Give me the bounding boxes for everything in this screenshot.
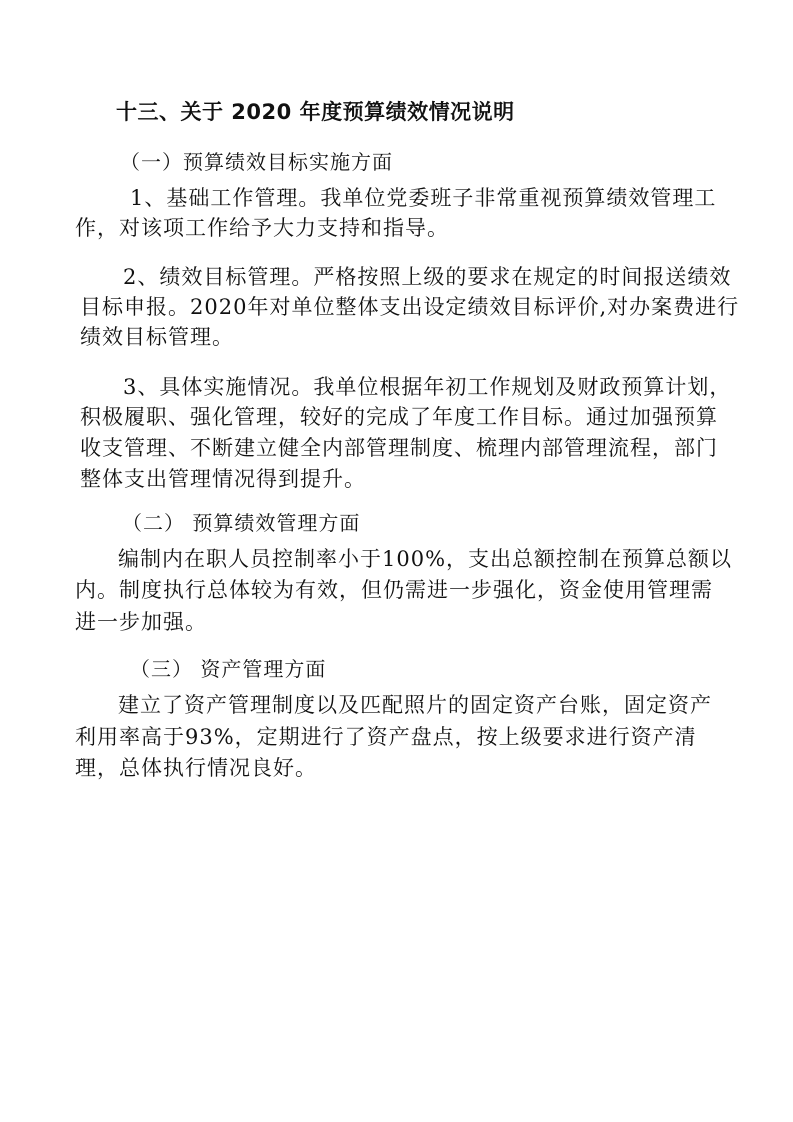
paragraph-2-line-3: 绩效目标管理。 bbox=[80, 325, 234, 349]
paragraph-3-line-1: 3、具体实施情况。我单位根据年初工作规划及财政预算计划， bbox=[123, 375, 732, 399]
paragraph-4-line-1: 编制内在职人员控制率小于100%，支出总额控制在预算总额以 bbox=[118, 547, 733, 571]
paragraph-5-line-2: 利用率高于93%，定期进行了资产盘点，按上级要求进行资产清 bbox=[75, 725, 697, 749]
section-heading-1: （一）预算绩效目标实施方面 bbox=[120, 150, 393, 174]
paragraph-3-line-4: 整体支出管理情况得到提升。 bbox=[80, 467, 366, 491]
document-title: 十三、关于 2020 年度预算绩效情况说明 bbox=[116, 100, 515, 124]
section-heading-2: （二） 预算绩效管理方面 bbox=[122, 511, 361, 535]
paragraph-2-line-2: 目标申报。2020年对单位整体支出设定绩效目标评价,对办案费进行 bbox=[80, 295, 740, 319]
paragraph-5-line-3: 理，总体执行情况良好。 bbox=[75, 756, 317, 780]
paragraph-2-line-1: 2、绩效目标管理。严格按照上级的要求在规定的时间报送绩效 bbox=[123, 265, 732, 289]
paragraph-5-line-1: 建立了资产管理制度以及匹配照片的固定资产台账，固定资产 bbox=[118, 693, 712, 717]
paragraph-1-line-2: 作，对该项工作给予大力支持和指导。 bbox=[75, 216, 449, 240]
paragraph-1-line-1: 1、基础工作管理。我单位党委班子非常重视预算绩效管理工 bbox=[130, 186, 717, 210]
paragraph-4-line-2: 内。制度执行总体较为有效，但仍需进一步强化，资金使用管理需 bbox=[75, 578, 713, 602]
section-heading-3: （三） 资产管理方面 bbox=[130, 657, 327, 681]
paragraph-4-line-3: 进一步加强。 bbox=[75, 610, 207, 634]
paragraph-3-line-2: 积极履职、强化管理，较好的完成了年度工作目标。通过加强预算 bbox=[80, 405, 718, 429]
paragraph-3-line-3: 收支管理、不断建立健全内部管理制度、梳理内部管理流程，部门 bbox=[80, 436, 718, 460]
